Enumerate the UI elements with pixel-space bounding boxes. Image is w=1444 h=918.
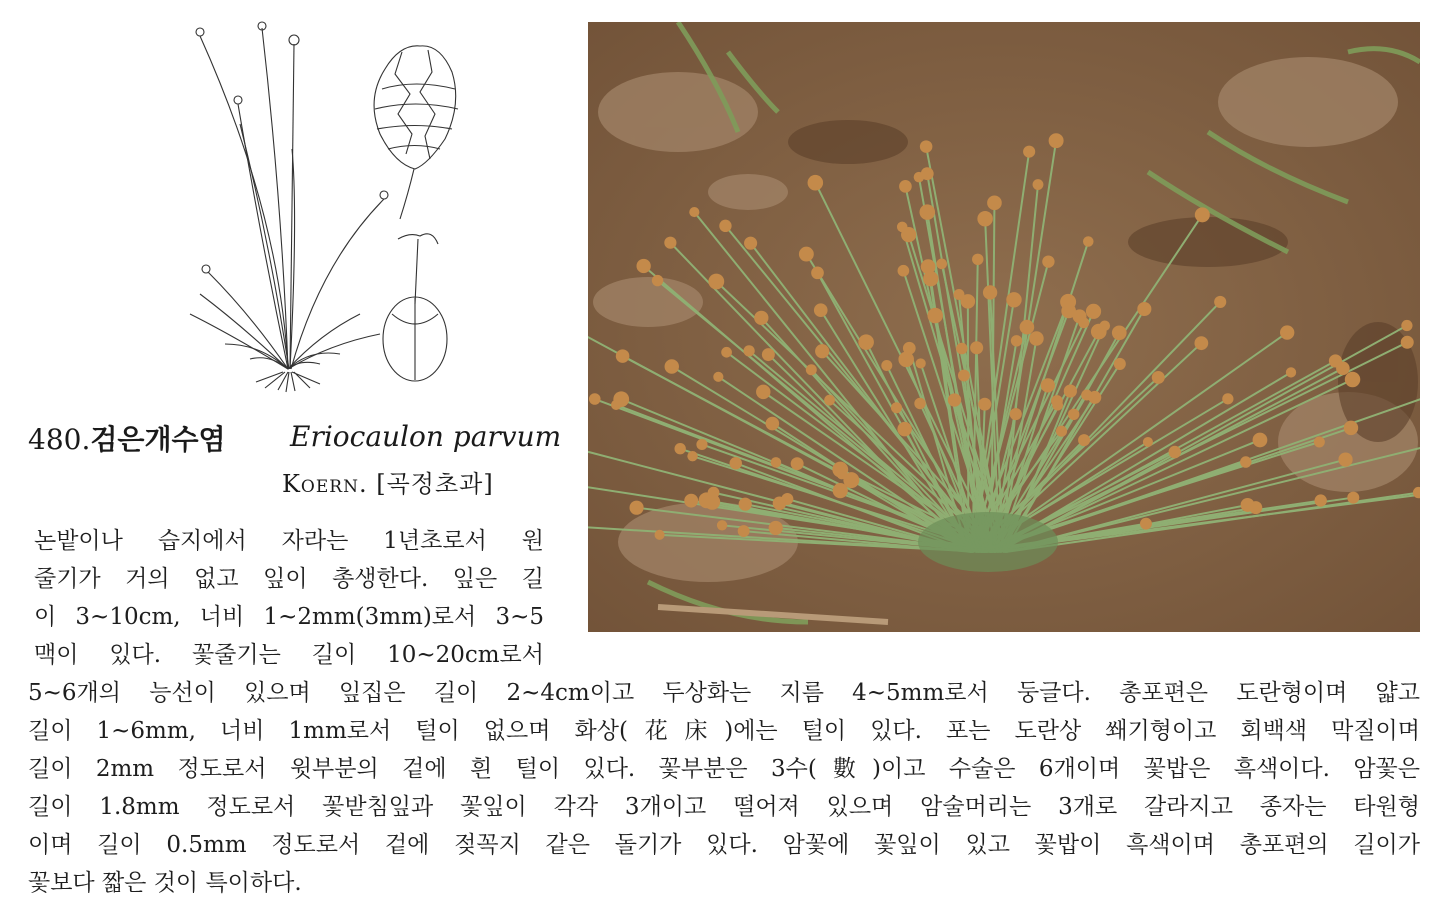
family-name: [곡정초과]	[376, 470, 494, 498]
description-line: 꽃보다 짧은 것이 특이하다.	[28, 870, 302, 896]
description-line: 길이 1.8mm 정도로서 꽃받침잎과 꽃잎이 각각 3개이고 떨어져 있으며 암술머리는 3개로 갈라지고 종자는 타원형	[28, 794, 1420, 820]
entry-heading	[28, 418, 226, 458]
description-line: 맥이 있다. 꽃줄기는 길이 10~20cm로서	[34, 642, 544, 668]
description-line: 이며 길이 0.5mm 정도로서 겉에 젖꼭지 같은 돌기가 있다. 암꽃에 꽃잎이 있고 꽃밥이 흑색이며 총포편의 길이가	[28, 832, 1420, 858]
author-family-line	[282, 464, 494, 499]
scientific-name: Eriocaulon parvum	[290, 420, 562, 453]
description-line: 길이 2mm 정도로서 윗부분의 겉에 흰 털이 있다. 꽃부분은 3수(數)이고 수술은 6개이며 꽃밥은 흑색이다. 암꽃은	[28, 756, 1420, 782]
description-line: 이 3~10cm, 너비 1~2mm(3mm)로서 3~5	[34, 604, 544, 630]
description-line: 길이 1~6mm, 너비 1mm로서 털이 없으며 화상(花床)에는 털이 있다. 포는 도란상 쐐기형이고 회백색 막질이며	[28, 718, 1420, 744]
description-line: 5~6개의 능선이 있으며 잎집은 길이 2~4cm이고 두상화는 지름 4~5mm로서 둥글다. 총포편은 도란형이며 얇고	[28, 680, 1420, 706]
description-line: 줄기가 거의 없고 잎이 총생한다. 잎은 길	[34, 566, 544, 592]
botanical-illustration	[170, 14, 470, 394]
author-name: Koern.	[282, 470, 368, 498]
entry-number: 480.	[28, 423, 91, 456]
plant-photo	[588, 22, 1420, 632]
description-line: 논밭이나 습지에서 자라는 1년초로서 원	[34, 528, 544, 554]
korean-name: 검은개수염	[90, 423, 226, 456]
